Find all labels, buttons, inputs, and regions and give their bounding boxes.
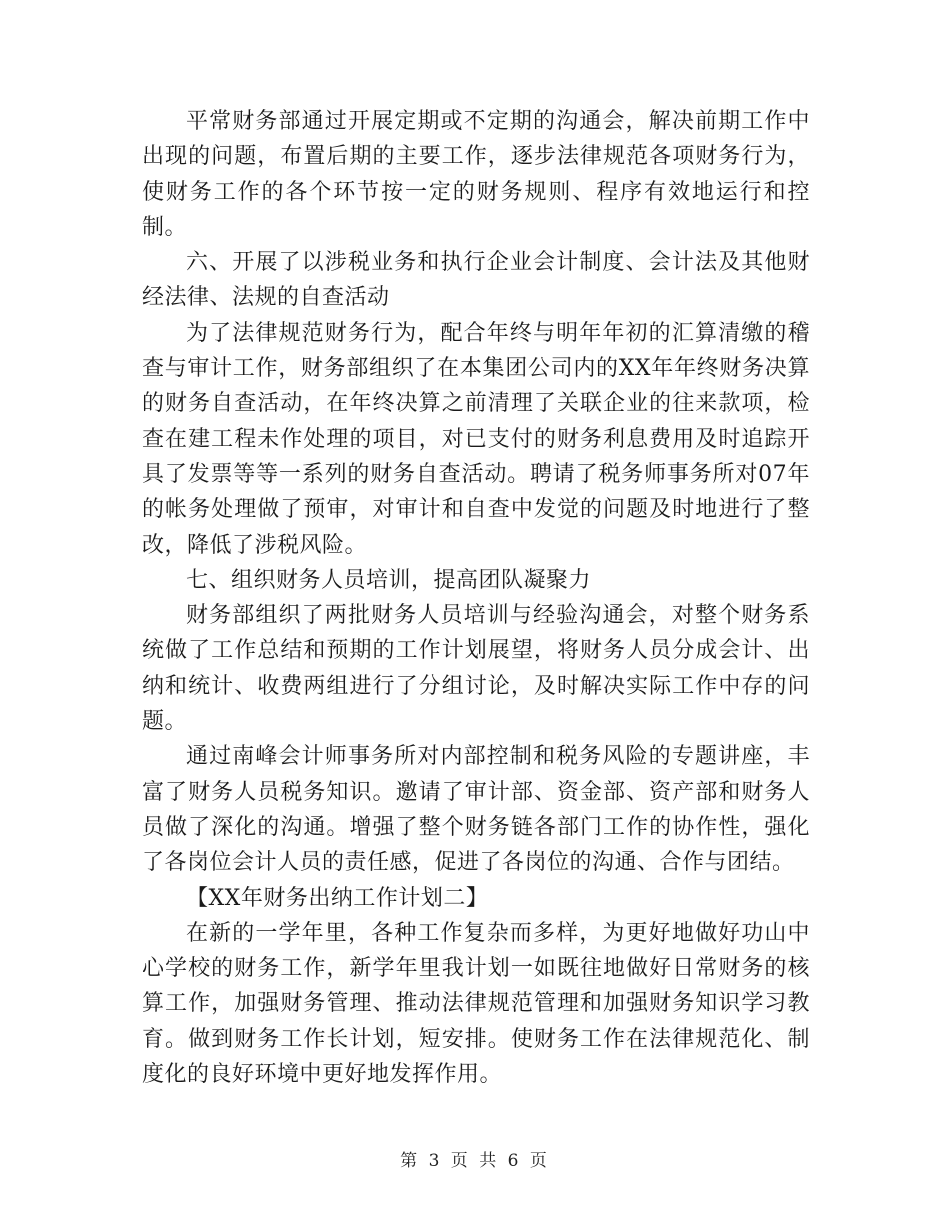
paragraph-communication-meetings: 平常财务部通过开展定期或不定期的沟通会，解决前期工作中出现的问题，布置后期的主要工作，逐步法律规范各项财务行为，使财务工作的各个环节按一定的财务规则、程序有效地运行和控制。 bbox=[142, 109, 810, 240]
section-heading-six: 六、开展了以涉税业务和执行企业会计制度、会计法及其他财经法律、法规的自查活动 bbox=[142, 250, 810, 311]
paragraph-self-audit: 为了法律规范财务行为，配合年终与明年年初的汇算清缴的稽查与审计工作，财务部组织了在本集团公司内的XX年年终财务决算的财务自查活动，在年终决算之前清理了关联企业的往来款项，检查在建工程未作处理的项目，对已支付的财务利息费用及时追踪开具了发票等等一系列的财务自查活动。聘请了税务师事务所对07年的帐务处理做了预审，对审计和自查中发觉的问题及时地进行了整改，降低了涉税风险。 bbox=[142, 320, 810, 558]
plan-two-heading: 【XX年财务出纳工作计划二】 bbox=[186, 885, 489, 911]
section-heading-seven: 七、组织财务人员培训，提高团队凝聚力 bbox=[186, 567, 592, 593]
paragraph-tax-lecture: 通过南峰会计师事务所对内部控制和税务风险的专题讲座，丰富了财务人员税务知识。邀请了审计部、资金部、资产部和财务人员做了深化的沟通。增强了整个财务链各部门工作的协作性，强化了各岗位会计人员的责任感，促进了各岗位的沟通、合作与团结。 bbox=[142, 744, 810, 876]
paragraph-new-year-plan: 在新的一学年里，各种工作复杂而多样，为更好地做好功山中心学校的财务工作，新学年里我计划一如既往地做好日常财务的核算工作，加强财务管理、推动法律规范管理和加强财务知识学习教育。做到财务工作长计划，短安排。使财务工作在法律规范化、制度化的良好环境中更好地发挥作用。 bbox=[142, 920, 810, 1088]
paragraph-staff-training: 财务部组织了两批财务人员培训与经验沟通会，对整个财务系统做了工作总结和预期的工作计划展望，将财务人员分成会计、出纳和统计、收费两组进行了分组讨论，及时解决实际工作中存的问题。 bbox=[142, 603, 810, 735]
page-number-footer: 第 3 页 共 6 页 bbox=[400, 1151, 550, 1171]
document-body bbox=[142, 104, 810, 1092]
